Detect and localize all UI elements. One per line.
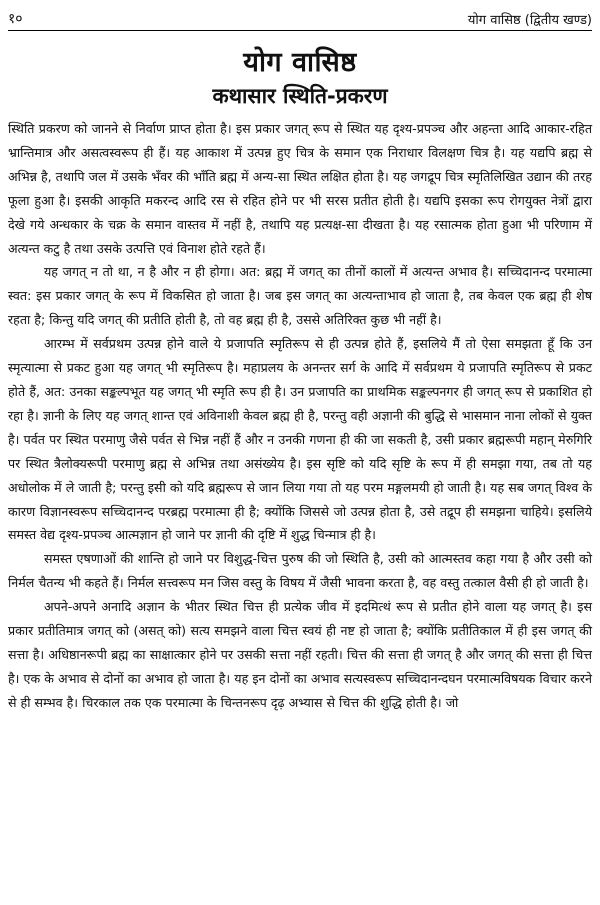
body-text — [8, 117, 592, 905]
paragraph-5: अपने-अपने अनादि अज्ञान के भीतर स्थित चित्त ही प्रत्येक जीव में इदमित्थं रूप से प्रतीत होने वाला यह जगत् है। इस प्रकार प्रतीतिमात्र जगत् को (असत् को) सत्य समझने वाला चित्त स्वयं ही नष्ट हो जाता है; क्योंकि प्रतीतिकाल में ही इस जगत् की सत्ता है। अधिष्ठानरूपी ब्रह्म का साक्षात्कार होने पर उसकी सत्ता नहीं रहती। चित्त की सत्ता ही जगत् है और जगत् की सत्ता ही चित्त है। एक के अभाव से दोनों का अभाव हो जाता है। यह इन दोनों का अभाव सत्यस्वरूप सच्चिदानन्दघन परमात्मविषयक विचार करने से ही सम्भव है। चिरकाल तक एक परमात्मा के चिन्तनरूप दृढ़ अभ्यास से चित्त की शुद्धि होती है। जो — [8, 599, 593, 710]
page-title: योग वासिष्ठ — [243, 47, 357, 78]
paragraph-2: यह जगत् न तो था, न है और न ही होगा। अत: ब्रह्म में जगत् का तीनों कालों में अत्यन्त अभाव है। सच्चिदानन्द परमात्मा स्वत: इस प्रकार जगत् के रूप में विकसित हो जाता है। जब इस जगत् का अत्यन्ताभाव हो जाता है, तब केवल एक ब्रह्म ही शेष रहता है; किन्तु यदि जगत् की प्रतीति होती है, तो वह ब्रह्म ही है, उससे अतिरिक्त कुछ भी नहीं है। — [8, 264, 592, 328]
running-book-title: योग वासिष्ठ (द्वितीय खण्ड) — [467, 13, 592, 28]
running-header — [8, 6, 592, 31]
page-number: १० — [8, 11, 23, 27]
paragraph-4: समस्त एषणाओं की शान्ति हो जाने पर विशुद्ध-चित्त पुरुष की जो स्थिति है, उसी को आत्मस्तव कहा गया है और उसी को निर्मल चैतन्य भी कहते हैं। निर्मल सत्त्वरूप मन जिस वस्तु के विषय में जैसी भावना करता है, वह वस्तु तत्काल वैसी ही हो जाती है। — [8, 551, 592, 591]
paragraph-3: आरम्भ में सर्वप्रथम उत्पन्न होने वाले ये प्रजापति स्मृतिरूप से ही उत्पन्न होते हैं, इसलिये मैं तो ऐसा समझता हूँ कि उन स्मृत्यात्मा से प्रकट हुआ यह जगत् भी स्मृतिरूप है। महाप्रलय के अनन्तर सर्ग के आदि में सर्वप्रथम ये प्रजापति स्मृतिरूप से प्रकट होते हैं, अत: उनका सङ्कल्पभूत यह जगत् भी स्मृति रूप ही है। उन प्रजापति का प्राथमिक सङ्कल्पनगर ही जगत् रूप से प्रकाशित हो रहा है। ज्ञानी के लिए यह जगत् शान्त एवं अविनाशी केवल ब्रह्म ही है, परन्तु वही अज्ञानी की बुद्धि से भासमान नाना लोकों से युक्त है। पर्वत पर स्थित परमाणु जैसे पर्वत से भिन्न नहीं हैं और न उनकी गणना ही की जा सकती है, उसी प्रकार ब्रह्मरूपी महान् मेरुगिरि पर स्थित त्रैलोक्यरूपी परमाणु ब्रह्म से अभिन्न तथा असंख्येय है। इस सृष्टि को यदि सृष्टि के रूप में ही समझा गया, तब तो यह अधोलोक में ले जाती है; परन्तु इसी को यदि ब्रह्मरूप से जान लिया गया तो यह परम मङ्गलमयी हो जाती है। यह सब जगत् विश्व के कारण विज्ञानस्वरूप सच्चिदानन्द परब्रह्म परमात्मा ही है; क्योंकि जिससे जो उत्पन्न होता है, उसे तद्रूप ही समझना चाहिये। इसलिये समस्त वेद्य दृश्य-प्रपञ्च आत्मज्ञान हो जाने पर ज्ञानी की दृष्टि में शुद्ध चिन्मात्र ही है। — [8, 336, 592, 543]
section-subtitle: कथासार स्थिति-प्रकरण — [212, 84, 388, 108]
paragraph-1: स्थिति प्रकरण को जानने से निर्वाण प्राप्त होता है। इस प्रकार जगत् रूप से स्थित यह दृश्य-प्रपञ्च और अहन्ता आदि आकार-रहित भ्रान्तिमात्र और असत्वस्वरूप ही हैं। यह आकाश में उत्पन्न हुए चित्र के समान एक निराधार विलक्षण चित्र है। यह यद्यपि ब्रह्म से अभिन्न है, तथापि जल में उसके भँवर की भाँति ब्रह्म में अन्य-सा स्थित लक्षित होता है। यह जगद्रूप चित्र स्मृतिलिखित उद्यान की तरह फूला हुआ है। इसकी आकृति मकरन्द आदि रस से रहित होने पर भी सरस प्रतीत होती है। यद्यपि इसका रूप रोगयुक्त नेत्रों द्वारा देखे गये अन्धकार के चक्र के समान वास्तव में नहीं है, तथापि यह प्रत्यक्ष-सा दीखता है। यह रसात्मक होता हुआ भी परिणाम में अत्यन्त कटु है तथा उसके उत्पत्ति एवं विनाश होते रहते हैं। — [8, 121, 592, 256]
